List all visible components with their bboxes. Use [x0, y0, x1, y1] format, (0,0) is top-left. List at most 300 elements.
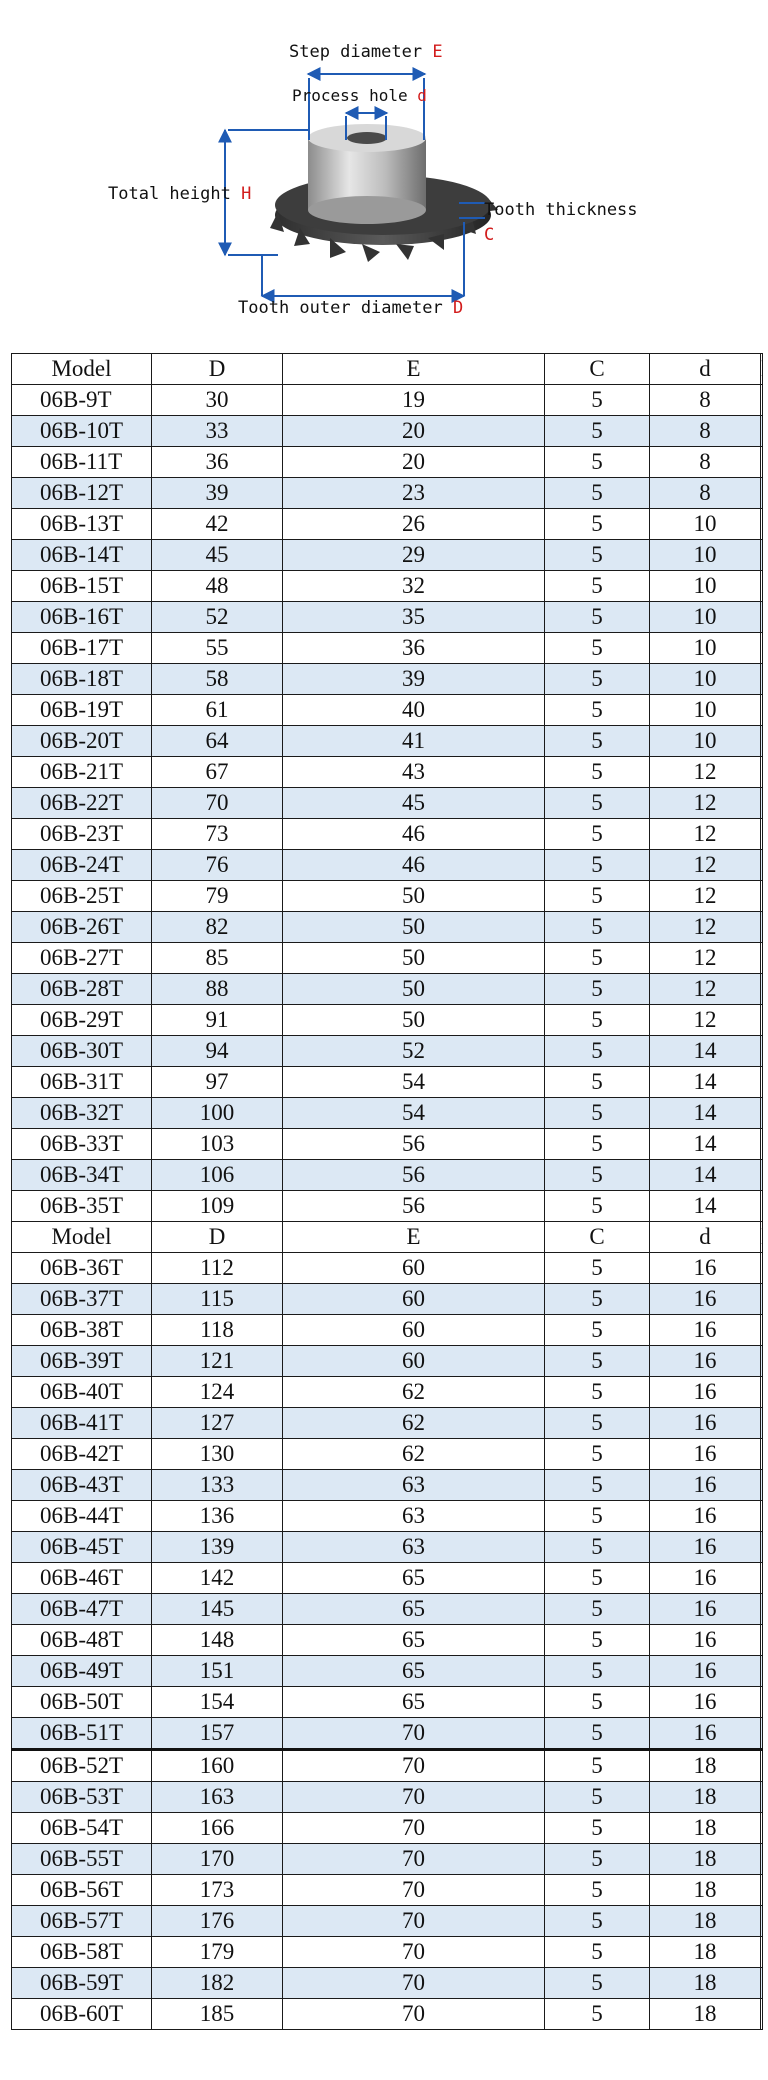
value-cell	[761, 1999, 763, 2030]
value-cell: 70	[283, 1968, 545, 1999]
value-cell	[761, 1937, 763, 1968]
value-cell	[761, 1408, 763, 1439]
table-row	[12, 1036, 763, 1067]
value-cell: 65	[283, 1563, 545, 1594]
value-cell: 56	[283, 1191, 545, 1222]
value-cell: 5	[545, 478, 650, 509]
value-cell: 50	[283, 943, 545, 974]
model-cell: 06B-26T	[12, 912, 152, 943]
value-cell: 88	[152, 974, 283, 1005]
value-cell: 45	[152, 540, 283, 571]
model-cell: 06B-54T	[12, 1813, 152, 1844]
model-cell: 06B-48T	[12, 1625, 152, 1656]
spec-table-body	[12, 354, 763, 2030]
value-cell: 18	[650, 1968, 761, 1999]
model-cell: 06B-20T	[12, 726, 152, 757]
value-cell: 5	[545, 726, 650, 757]
value-cell	[761, 1968, 763, 1999]
value-cell: 5	[545, 1906, 650, 1937]
model-cell: 06B-51T	[12, 1718, 152, 1750]
table-row	[12, 726, 763, 757]
table-row	[12, 1160, 763, 1191]
value-cell	[761, 416, 763, 447]
value-cell: 12	[650, 819, 761, 850]
column-header	[761, 354, 763, 385]
value-cell: 55	[152, 633, 283, 664]
model-cell: 06B-15T	[12, 571, 152, 602]
outer-diameter-text: Tooth outer diameter	[238, 298, 443, 318]
model-cell: 06B-38T	[12, 1315, 152, 1346]
value-cell: 16	[650, 1346, 761, 1377]
value-cell: 5	[545, 1625, 650, 1656]
value-cell: 50	[283, 974, 545, 1005]
value-cell: 16	[650, 1532, 761, 1563]
value-cell: 60	[283, 1315, 545, 1346]
value-cell: 5	[545, 1813, 650, 1844]
column-header: D	[152, 354, 283, 385]
value-cell: 5	[545, 602, 650, 633]
model-cell: 06B-52T	[12, 1750, 152, 1782]
value-cell: 12	[650, 1005, 761, 1036]
value-cell	[761, 1191, 763, 1222]
value-cell: 65	[283, 1594, 545, 1625]
value-cell: 63	[283, 1470, 545, 1501]
model-cell: 06B-37T	[12, 1284, 152, 1315]
value-cell: 54	[283, 1067, 545, 1098]
value-cell	[761, 974, 763, 1005]
model-cell: 06B-43T	[12, 1470, 152, 1501]
value-cell: 133	[152, 1470, 283, 1501]
value-cell: 173	[152, 1875, 283, 1906]
table-row	[12, 1937, 763, 1968]
model-cell: 06B-19T	[12, 695, 152, 726]
value-cell: 16	[650, 1501, 761, 1532]
table-row	[12, 478, 763, 509]
value-cell: 5	[545, 540, 650, 571]
table-row	[12, 1129, 763, 1160]
value-cell: 18	[650, 1813, 761, 1844]
model-cell: 06B-36T	[12, 1253, 152, 1284]
value-cell: 5	[545, 1718, 650, 1750]
value-cell: 185	[152, 1999, 283, 2030]
tooth-thickness-letter: C	[484, 225, 495, 245]
value-cell: 60	[283, 1284, 545, 1315]
value-cell: 112	[152, 1253, 283, 1284]
value-cell: 42	[152, 509, 283, 540]
value-cell: 5	[545, 1036, 650, 1067]
model-cell: 06B-39T	[12, 1346, 152, 1377]
value-cell: 5	[545, 1191, 650, 1222]
value-cell: 148	[152, 1625, 283, 1656]
value-cell: 46	[283, 850, 545, 881]
value-cell	[761, 540, 763, 571]
process-hole-label	[292, 86, 427, 105]
model-cell: 06B-42T	[12, 1439, 152, 1470]
table-row	[12, 1968, 763, 1999]
model-cell: 06B-11T	[12, 447, 152, 478]
table-row	[12, 1315, 763, 1346]
value-cell	[761, 788, 763, 819]
value-cell: 36	[283, 633, 545, 664]
model-cell: 06B-9T	[12, 385, 152, 416]
value-cell: 5	[545, 1098, 650, 1129]
value-cell: 70	[283, 1844, 545, 1875]
value-cell	[761, 850, 763, 881]
value-cell	[761, 602, 763, 633]
value-cell: 35	[283, 602, 545, 633]
value-cell: 5	[545, 1253, 650, 1284]
model-cell: 06B-35T	[12, 1191, 152, 1222]
value-cell: 16	[650, 1408, 761, 1439]
value-cell	[761, 1160, 763, 1191]
value-cell: 8	[650, 478, 761, 509]
table-row	[12, 509, 763, 540]
value-cell: 70	[283, 1813, 545, 1844]
model-cell: 06B-10T	[12, 416, 152, 447]
tooth-thickness-text: Tooth thickness	[484, 200, 638, 220]
value-cell: 52	[152, 602, 283, 633]
value-cell: 23	[283, 478, 545, 509]
model-cell: 06B-31T	[12, 1067, 152, 1098]
value-cell: 63	[283, 1501, 545, 1532]
value-cell	[761, 1284, 763, 1315]
value-cell: 5	[545, 416, 650, 447]
value-cell	[761, 1625, 763, 1656]
value-cell	[761, 1844, 763, 1875]
value-cell	[761, 819, 763, 850]
value-cell: 70	[283, 1750, 545, 1782]
value-cell: 43	[283, 757, 545, 788]
value-cell: 5	[545, 881, 650, 912]
value-cell: 18	[650, 1782, 761, 1813]
value-cell: 39	[152, 478, 283, 509]
value-cell: 12	[650, 943, 761, 974]
outer-diameter-letter: D	[452, 298, 464, 318]
model-cell: 06B-34T	[12, 1160, 152, 1191]
value-cell: 73	[152, 819, 283, 850]
table-row	[12, 1346, 763, 1377]
table-row	[12, 974, 763, 1005]
value-cell: 33	[152, 416, 283, 447]
value-cell: 54	[283, 1098, 545, 1129]
table-row	[12, 1005, 763, 1036]
value-cell: 70	[283, 1999, 545, 2030]
value-cell: 65	[283, 1656, 545, 1687]
value-cell	[761, 1036, 763, 1067]
model-cell: 06B-30T	[12, 1036, 152, 1067]
value-cell: 5	[545, 1284, 650, 1315]
table-row	[12, 819, 763, 850]
value-cell: 16	[650, 1687, 761, 1718]
table-row	[12, 1098, 763, 1129]
value-cell: 12	[650, 757, 761, 788]
table-row	[12, 1782, 763, 1813]
value-cell: 16	[650, 1625, 761, 1656]
value-cell: 18	[650, 1844, 761, 1875]
model-cell: 06B-25T	[12, 881, 152, 912]
table-row	[12, 1253, 763, 1284]
table-row	[12, 1875, 763, 1906]
model-cell: 06B-58T	[12, 1937, 152, 1968]
model-cell: 06B-55T	[12, 1844, 152, 1875]
value-cell: 5	[545, 1782, 650, 1813]
value-cell: 136	[152, 1501, 283, 1532]
model-cell: 06B-27T	[12, 943, 152, 974]
model-cell: 06B-44T	[12, 1501, 152, 1532]
value-cell	[761, 1906, 763, 1937]
value-cell: 139	[152, 1532, 283, 1563]
table-row	[12, 943, 763, 974]
table-row	[12, 1470, 763, 1501]
model-cell: 06B-53T	[12, 1782, 152, 1813]
value-cell: 176	[152, 1906, 283, 1937]
value-cell: 118	[152, 1315, 283, 1346]
value-cell: 60	[283, 1253, 545, 1284]
value-cell	[761, 1594, 763, 1625]
value-cell: 182	[152, 1968, 283, 1999]
table-row	[12, 1750, 763, 1782]
value-cell: 50	[283, 1005, 545, 1036]
value-cell: 14	[650, 1191, 761, 1222]
value-cell: 5	[545, 1346, 650, 1377]
value-cell	[761, 695, 763, 726]
table-row	[12, 1377, 763, 1408]
value-cell	[761, 1439, 763, 1470]
step-diameter-text: Step diameter	[289, 42, 423, 62]
value-cell: 16	[650, 1594, 761, 1625]
table-header-row	[12, 354, 763, 385]
value-cell: 16	[650, 1563, 761, 1594]
value-cell	[761, 385, 763, 416]
table-row	[12, 1844, 763, 1875]
model-cell: 06B-28T	[12, 974, 152, 1005]
table-row	[12, 1625, 763, 1656]
value-cell: 12	[650, 912, 761, 943]
value-cell: 32	[283, 571, 545, 602]
value-cell: 39	[283, 664, 545, 695]
model-cell: 06B-17T	[12, 633, 152, 664]
value-cell: 109	[152, 1191, 283, 1222]
value-cell: 61	[152, 695, 283, 726]
value-cell: 5	[545, 1532, 650, 1563]
value-cell: 50	[283, 881, 545, 912]
value-cell	[761, 1687, 763, 1718]
value-cell: 19	[283, 385, 545, 416]
table-row	[12, 757, 763, 788]
value-cell: 5	[545, 1594, 650, 1625]
process-hole-text: Process hole	[292, 86, 408, 105]
table-row	[12, 447, 763, 478]
model-cell: 06B-22T	[12, 788, 152, 819]
value-cell: 18	[650, 1906, 761, 1937]
value-cell: 5	[545, 1408, 650, 1439]
model-cell: 06B-16T	[12, 602, 152, 633]
model-cell: 06B-57T	[12, 1906, 152, 1937]
value-cell: 5	[545, 788, 650, 819]
value-cell: 29	[283, 540, 545, 571]
value-cell: 94	[152, 1036, 283, 1067]
total-height-letter: H	[241, 184, 252, 204]
tooth-thickness-label	[484, 200, 638, 220]
value-cell: 16	[650, 1439, 761, 1470]
value-cell	[761, 571, 763, 602]
value-cell: 5	[545, 1968, 650, 1999]
value-cell	[761, 757, 763, 788]
value-cell: 121	[152, 1346, 283, 1377]
value-cell: 70	[283, 1718, 545, 1750]
value-cell: 5	[545, 1005, 650, 1036]
value-cell: 151	[152, 1656, 283, 1687]
value-cell: 14	[650, 1129, 761, 1160]
value-cell: 62	[283, 1408, 545, 1439]
column-header: d	[650, 354, 761, 385]
value-cell: 10	[650, 726, 761, 757]
value-cell: 85	[152, 943, 283, 974]
column-header: E	[283, 1222, 545, 1253]
value-cell: 170	[152, 1844, 283, 1875]
value-cell: 14	[650, 1036, 761, 1067]
model-cell: 06B-60T	[12, 1999, 152, 2030]
table-row	[12, 602, 763, 633]
value-cell: 91	[152, 1005, 283, 1036]
value-cell	[761, 664, 763, 695]
value-cell: 56	[283, 1129, 545, 1160]
value-cell: 79	[152, 881, 283, 912]
value-cell: 5	[545, 943, 650, 974]
value-cell	[761, 1253, 763, 1284]
value-cell: 5	[545, 1377, 650, 1408]
value-cell: 70	[283, 1875, 545, 1906]
value-cell	[761, 1656, 763, 1687]
model-cell: 06B-29T	[12, 1005, 152, 1036]
model-cell: 06B-33T	[12, 1129, 152, 1160]
value-cell: 5	[545, 664, 650, 695]
value-cell: 50	[283, 912, 545, 943]
value-cell: 12	[650, 788, 761, 819]
value-cell: 8	[650, 447, 761, 478]
table-row	[12, 1718, 763, 1750]
value-cell: 10	[650, 633, 761, 664]
value-cell	[761, 1813, 763, 1844]
value-cell: 8	[650, 385, 761, 416]
value-cell: 65	[283, 1687, 545, 1718]
value-cell: 12	[650, 974, 761, 1005]
value-cell: 14	[650, 1067, 761, 1098]
value-cell: 5	[545, 571, 650, 602]
value-cell: 45	[283, 788, 545, 819]
value-cell: 5	[545, 1750, 650, 1782]
value-cell	[761, 633, 763, 664]
value-cell: 46	[283, 819, 545, 850]
value-cell: 30	[152, 385, 283, 416]
value-cell	[761, 1718, 763, 1750]
model-cell: 06B-23T	[12, 819, 152, 850]
table-row	[12, 1687, 763, 1718]
model-cell: 06B-18T	[12, 664, 152, 695]
value-cell	[761, 1470, 763, 1501]
value-cell: 124	[152, 1377, 283, 1408]
process-hole-letter: d	[417, 86, 427, 105]
table-row	[12, 1813, 763, 1844]
value-cell: 56	[283, 1160, 545, 1191]
value-cell: 5	[545, 1129, 650, 1160]
value-cell: 5	[545, 757, 650, 788]
value-cell: 130	[152, 1439, 283, 1470]
value-cell: 64	[152, 726, 283, 757]
value-cell: 5	[545, 1563, 650, 1594]
column-header: Model	[12, 1222, 152, 1253]
value-cell: 20	[283, 416, 545, 447]
value-cell	[761, 1750, 763, 1782]
value-cell: 36	[152, 447, 283, 478]
value-cell	[761, 1346, 763, 1377]
value-cell: 58	[152, 664, 283, 695]
value-cell: 5	[545, 1937, 650, 1968]
column-header	[761, 1222, 763, 1253]
value-cell: 20	[283, 447, 545, 478]
value-cell: 10	[650, 571, 761, 602]
value-cell: 103	[152, 1129, 283, 1160]
value-cell	[761, 1875, 763, 1906]
value-cell: 62	[283, 1439, 545, 1470]
table-row	[12, 695, 763, 726]
value-cell: 16	[650, 1470, 761, 1501]
value-cell: 5	[545, 447, 650, 478]
value-cell: 5	[545, 819, 650, 850]
column-header: D	[152, 1222, 283, 1253]
model-cell: 06B-59T	[12, 1968, 152, 1999]
value-cell	[761, 447, 763, 478]
value-cell: 163	[152, 1782, 283, 1813]
value-cell: 26	[283, 509, 545, 540]
table-row	[12, 1501, 763, 1532]
table-row	[12, 850, 763, 881]
table-row	[12, 912, 763, 943]
table-row	[12, 540, 763, 571]
model-cell: 06B-12T	[12, 478, 152, 509]
model-cell: 06B-41T	[12, 1408, 152, 1439]
value-cell: 12	[650, 850, 761, 881]
value-cell: 154	[152, 1687, 283, 1718]
value-cell: 5	[545, 1844, 650, 1875]
sprocket-diagram	[0, 0, 768, 330]
value-cell: 18	[650, 1875, 761, 1906]
table-row	[12, 1191, 763, 1222]
value-cell: 5	[545, 974, 650, 1005]
value-cell: 5	[545, 850, 650, 881]
value-cell: 106	[152, 1160, 283, 1191]
value-cell: 10	[650, 602, 761, 633]
value-cell	[761, 912, 763, 943]
value-cell: 157	[152, 1718, 283, 1750]
table-row	[12, 1906, 763, 1937]
value-cell: 76	[152, 850, 283, 881]
value-cell: 127	[152, 1408, 283, 1439]
column-header: E	[283, 354, 545, 385]
value-cell	[761, 1377, 763, 1408]
value-cell: 10	[650, 664, 761, 695]
value-cell	[761, 1315, 763, 1346]
value-cell: 65	[283, 1625, 545, 1656]
table-header-row	[12, 1222, 763, 1253]
model-cell: 06B-47T	[12, 1594, 152, 1625]
model-cell: 06B-50T	[12, 1687, 152, 1718]
value-cell: 5	[545, 1067, 650, 1098]
column-header: C	[545, 354, 650, 385]
value-cell: 5	[545, 1875, 650, 1906]
model-cell: 06B-13T	[12, 509, 152, 540]
value-cell: 10	[650, 509, 761, 540]
